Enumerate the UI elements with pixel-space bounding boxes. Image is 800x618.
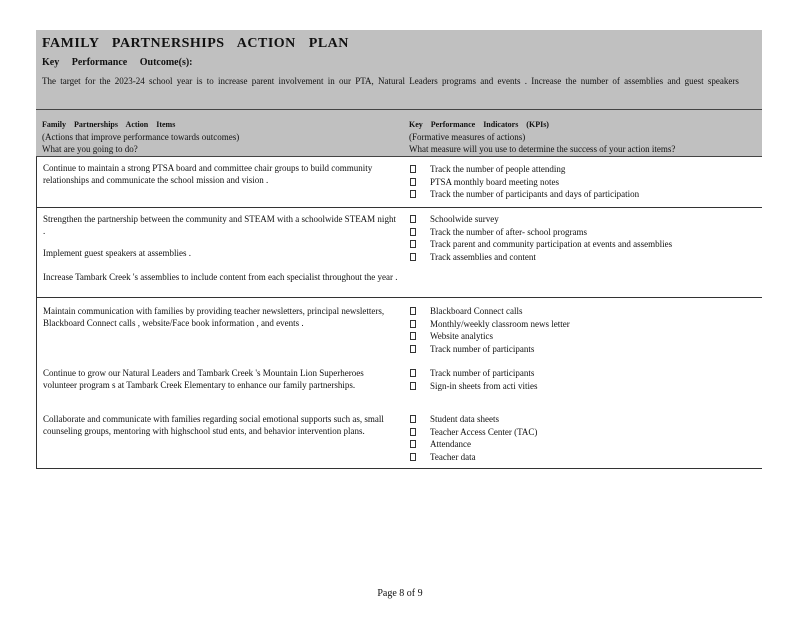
action-items-title: Family Partnerships Action Items xyxy=(42,120,176,129)
checkbox-icon xyxy=(410,428,416,436)
checkbox-icon xyxy=(410,345,416,353)
checkbox-icon xyxy=(410,240,416,248)
list-item: Track assemblies and content xyxy=(410,251,760,264)
checkbox-icon xyxy=(410,332,416,340)
page-number: Page 8 of 9 xyxy=(377,588,423,599)
checkbox-icon xyxy=(410,253,416,261)
list-item: Track the number of participants and days of participation xyxy=(410,188,760,201)
checkbox-icon xyxy=(410,369,416,377)
table-row xyxy=(36,208,762,298)
checkbox-icon xyxy=(410,382,416,390)
list-item: Sign-in sheets from acti vities xyxy=(410,380,760,393)
list-item: Monthly/weekly classroom news letter xyxy=(410,318,760,331)
kpi-list xyxy=(410,213,760,263)
list-item: Teacher Access Center (TAC) xyxy=(410,426,760,439)
kpi-list xyxy=(410,163,760,201)
page-title: FAMILY PARTNERSHIPS ACTION PLAN xyxy=(42,36,349,51)
action-cell xyxy=(43,162,398,186)
checkbox-icon xyxy=(410,440,416,448)
action-item: Strengthen the partnership between the community and STEAM with a schoolwide STEAM night . xyxy=(43,214,396,236)
action-items-sub1: (Actions that improve performance towards outcomes) xyxy=(42,132,240,142)
header-band xyxy=(36,30,762,110)
list-item: Student data sheets xyxy=(410,413,760,426)
action-items-header xyxy=(42,119,402,155)
action-item: Continue to grow our Natural Leaders and Tambark Creek 's Mountain Lion Superheroes volunteer program s at Tambark Creek Elementary to enhance our family partnerships. xyxy=(43,368,364,390)
kpi-sub1: (Formative measures of actions) xyxy=(409,132,526,142)
action-item: Continue to maintain a strong PTSA board and committee chair groups to build community relationships and communicate the school mission and vision . xyxy=(43,163,373,185)
checkbox-icon xyxy=(410,228,416,236)
list-item: Teacher data xyxy=(410,451,760,464)
checkbox-icon xyxy=(410,320,416,328)
kpi-sub2: What measure will you use to determine the success of your action items? xyxy=(409,144,676,154)
action-plan-document xyxy=(36,30,762,469)
list-item: Attendance xyxy=(410,438,760,451)
action-item: Maintain communication with families by providing teacher newsletters, principal newsletters, Blackboard Connect calls , website/Face book information , and events . xyxy=(43,306,385,328)
kpi-header xyxy=(409,119,759,155)
list-item: Track the number of people attending xyxy=(410,163,760,176)
checkbox-icon xyxy=(410,415,416,423)
kpi-title: Key Performance Indicators (KPIs) xyxy=(409,120,549,129)
table-row xyxy=(36,298,762,469)
kpi-list xyxy=(410,413,760,463)
checkbox-icon xyxy=(410,453,416,461)
action-cell xyxy=(43,213,398,297)
action-item: Implement guest speakers at assemblies . xyxy=(43,248,191,258)
list-item: Website analytics xyxy=(410,330,760,343)
list-item: Track parent and community participation at events and assemblies xyxy=(410,238,760,251)
checkbox-icon xyxy=(410,190,416,198)
list-item: Track number of participants xyxy=(410,343,760,356)
outcome-label: Key Performance Outcome(s): xyxy=(42,57,193,68)
table-row xyxy=(36,157,762,208)
column-header-row xyxy=(36,110,762,157)
action-item: Collaborate and communicate with families regarding social emotional supports such as, small counseling groups, mentoring with highschool stud ents, and behavior intervention plans. xyxy=(43,414,384,436)
kpi-list xyxy=(410,367,760,392)
action-items-sub2: What are you going to do? xyxy=(42,144,138,154)
target-text: The target for the 2023-24 school year is to increase parent involvement in our PTA, Natural Leaders programs and events . Increase the number of assemblies and guest speakers xyxy=(42,76,739,86)
kpi-list xyxy=(410,305,760,355)
list-item: Track the number of after- school programs xyxy=(410,226,760,239)
checkbox-icon xyxy=(410,307,416,315)
action-cell xyxy=(43,305,398,465)
list-item: PTSA monthly board meeting notes xyxy=(410,176,760,189)
list-item: Track number of participants xyxy=(410,367,760,380)
checkbox-icon xyxy=(410,215,416,223)
checkbox-icon xyxy=(410,178,416,186)
list-item: Blackboard Connect calls xyxy=(410,305,760,318)
action-item: Increase Tambark Creek 's assemblies to include content from each specialist throughout the year . xyxy=(43,272,398,282)
list-item: Schoolwide survey xyxy=(410,213,760,226)
checkbox-icon xyxy=(410,165,416,173)
